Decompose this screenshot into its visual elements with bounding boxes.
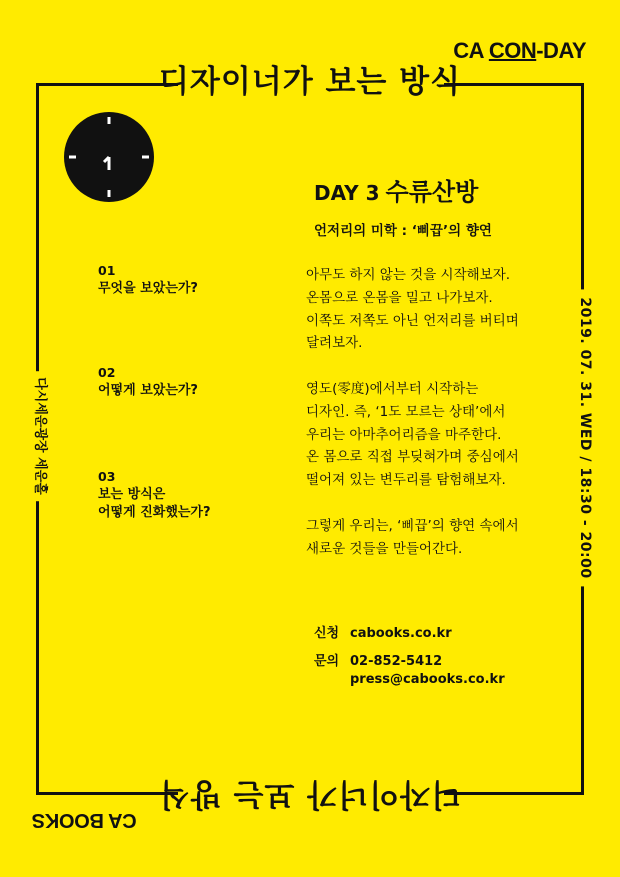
- item-number: 01: [98, 263, 116, 278]
- list-item: [98, 262, 198, 298]
- inquiry-row: [314, 653, 505, 689]
- ca-con-day-logo: [453, 38, 586, 64]
- speaker-name: 수류산방: [385, 178, 479, 206]
- clock-icon: [62, 110, 156, 204]
- logo-suffix: -DAY: [536, 38, 586, 63]
- date-time-text: 2019. 07. 31. WED / 18:30 - 20:00: [577, 289, 593, 586]
- item-number: 02: [98, 365, 116, 380]
- paragraph-3: 그렇게 우리는, ‘삐끕’의 향연 속에서 새로운 것들을 만들어간다.: [306, 517, 519, 557]
- item-text: 어떻게 보았는가?: [98, 383, 198, 398]
- description: [306, 264, 556, 583]
- email-address[interactable]: press@cabooks.co.kr: [350, 672, 505, 687]
- day-number: DAY 3: [314, 181, 380, 205]
- signup-row: [314, 625, 452, 643]
- signup-label: 신청: [314, 626, 340, 641]
- venue-text: 다시세운광장 세운홀: [33, 371, 52, 501]
- paragraph-2: 영도(零度)에서부터 시작하는 디자인. 즉, ‘1도 모르는 상태’에서 우리는 아마추어리즘을 마주한다. 온 몸으로 직접 부딪혀가며 중심에서 떨어져 있는 변두리를 탐험해보자.: [306, 380, 519, 489]
- item-number: 03: [98, 469, 116, 484]
- day-title: [314, 172, 478, 207]
- list-item: [98, 468, 211, 522]
- poster-title-rotated: 디자이너가 보는 방식: [158, 776, 462, 812]
- session-subtitle: 언저리의 미학 : ‘삐끕’의 향연: [314, 223, 492, 239]
- item-text: 무엇을 보았는가?: [98, 281, 198, 296]
- item-text-line-2: 어떻게 진화했는가?: [98, 505, 211, 520]
- inquiry-label: 문의: [314, 654, 340, 669]
- logo-name: CON: [488, 38, 537, 63]
- phone-number[interactable]: 02-852-5412: [350, 654, 443, 669]
- paragraph-1: 아무도 하지 않는 것을 시작해보자. 온몸으로 온몸을 밀고 나가보자. 이쪽도 저쪽도 아닌 언저리를 버티며 달려보자.: [306, 267, 519, 352]
- ca-books-logo: CA BOOKS: [32, 809, 137, 831]
- poster-title: 디자이너가 보는 방식: [158, 64, 462, 100]
- logo-prefix: CA: [453, 38, 484, 63]
- signup-url[interactable]: cabooks.co.kr: [350, 626, 452, 641]
- list-item: [98, 364, 198, 400]
- item-text-line-1: 보는 방식은: [98, 487, 166, 502]
